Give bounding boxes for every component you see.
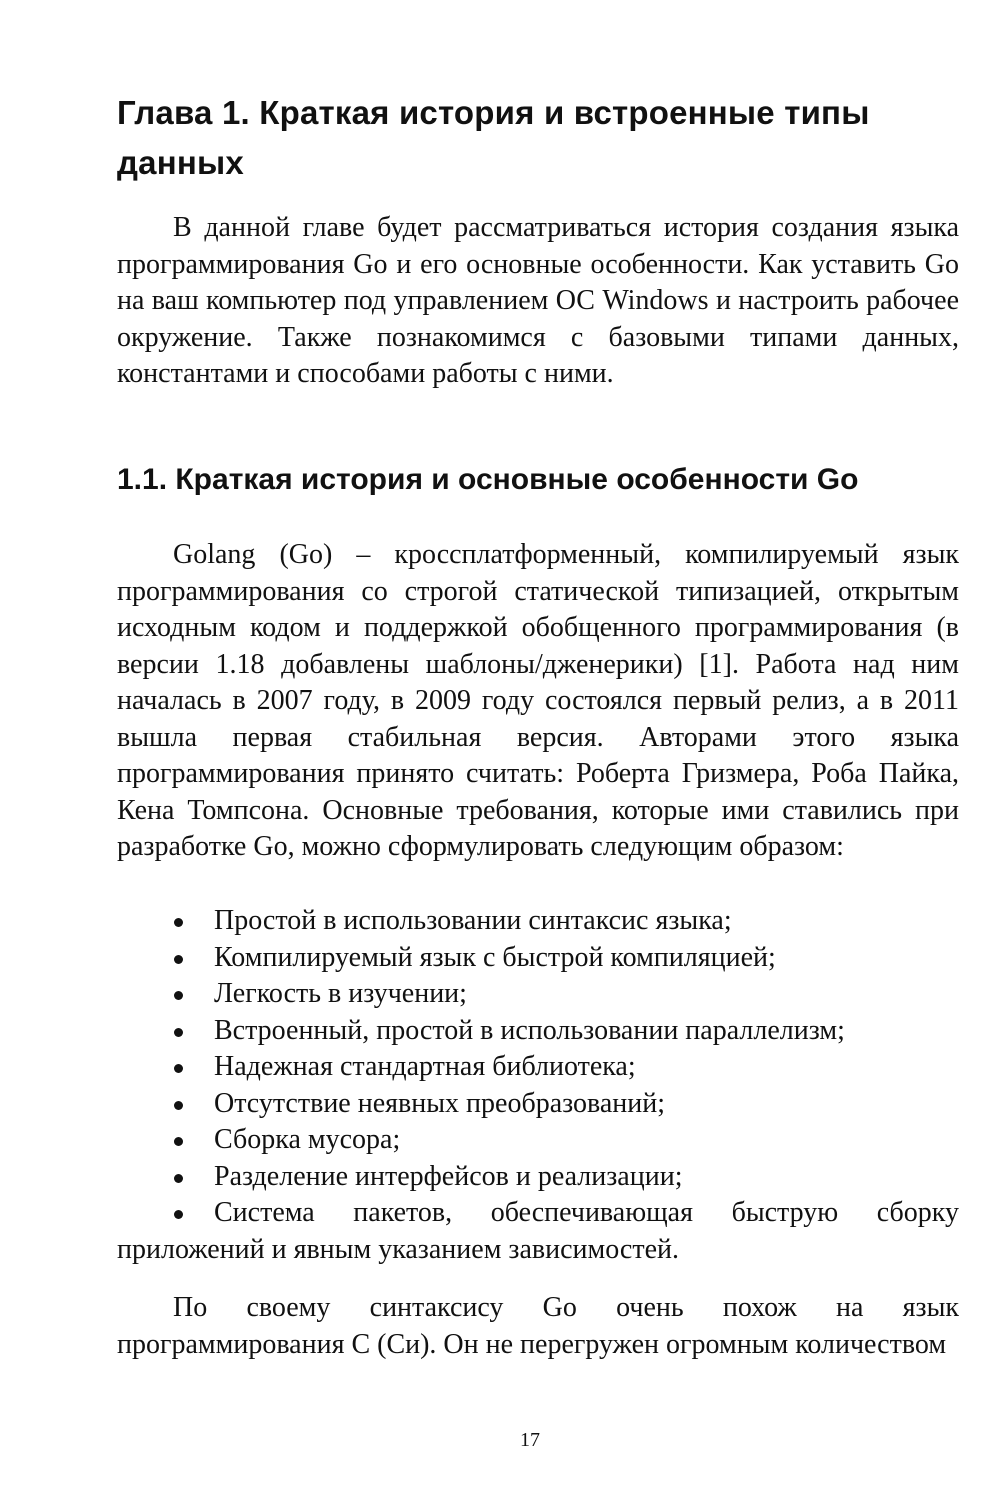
list-item: Система пакетов, обеспечивающая быструю сборку приложений и явным указанием зависимостей.: [117, 1195, 959, 1268]
list-item: Надежная стандартная библиотека;: [117, 1049, 959, 1086]
golang-description-paragraph: Golang (Go) – кроссплатформенный, компилируемый язык программирования со строгой статической типизацией, открытым исходным кодом и поддержкой обобщенного программирования (в версии 1.18 добавлены шаблоны/дженерики) [1]. Работа над ним началась в 2007 году, в 2009 году состоялся первый релиз, а в 2011 вышла первая стабильная версия. Авторами этого языка программирования принято считать: Роберта Гризмера, Роба Пайка, Кена Томпсона. Основные требования, которые ими ставились при разработке Go, можно сформулировать следующим образом:: [117, 539, 959, 862]
chapter-title: Глава 1. Краткая история и встроенные типы данных: [117, 94, 870, 181]
page-number: 17: [520, 1429, 540, 1451]
section-title: 1.1. Краткая история и основные особенности Go: [117, 463, 859, 496]
chapter-intro-paragraph: В данной главе будет рассматриваться история создания языка программирования Go и его основные особенности. Как уставить Go на ваш компьютер под управлением ОС Windows и настроить рабочее окружение. Также познакомимся с базовыми типами данных, константами и способами работы с ними.: [117, 212, 959, 389]
list-item: Сборка мусора;: [117, 1122, 959, 1159]
list-item: Легкость в изучении;: [117, 976, 959, 1013]
list-item: Встроенный, простой в использовании параллелизм;: [117, 1013, 959, 1050]
list-item: Простой в использовании синтаксис языка;: [117, 903, 959, 940]
list-item: Разделение интерфейсов и реализации;: [117, 1159, 959, 1196]
requirements-list: [117, 903, 959, 1268]
list-item: Отсутствие неявных преобразований;: [117, 1086, 959, 1123]
list-item: Компилируемый язык с быстрой компиляцией;: [117, 940, 959, 977]
syntax-paragraph: По своему синтаксису Go очень похож на язык программирования С (Си). Он не перегружен огромным количеством: [117, 1292, 959, 1360]
